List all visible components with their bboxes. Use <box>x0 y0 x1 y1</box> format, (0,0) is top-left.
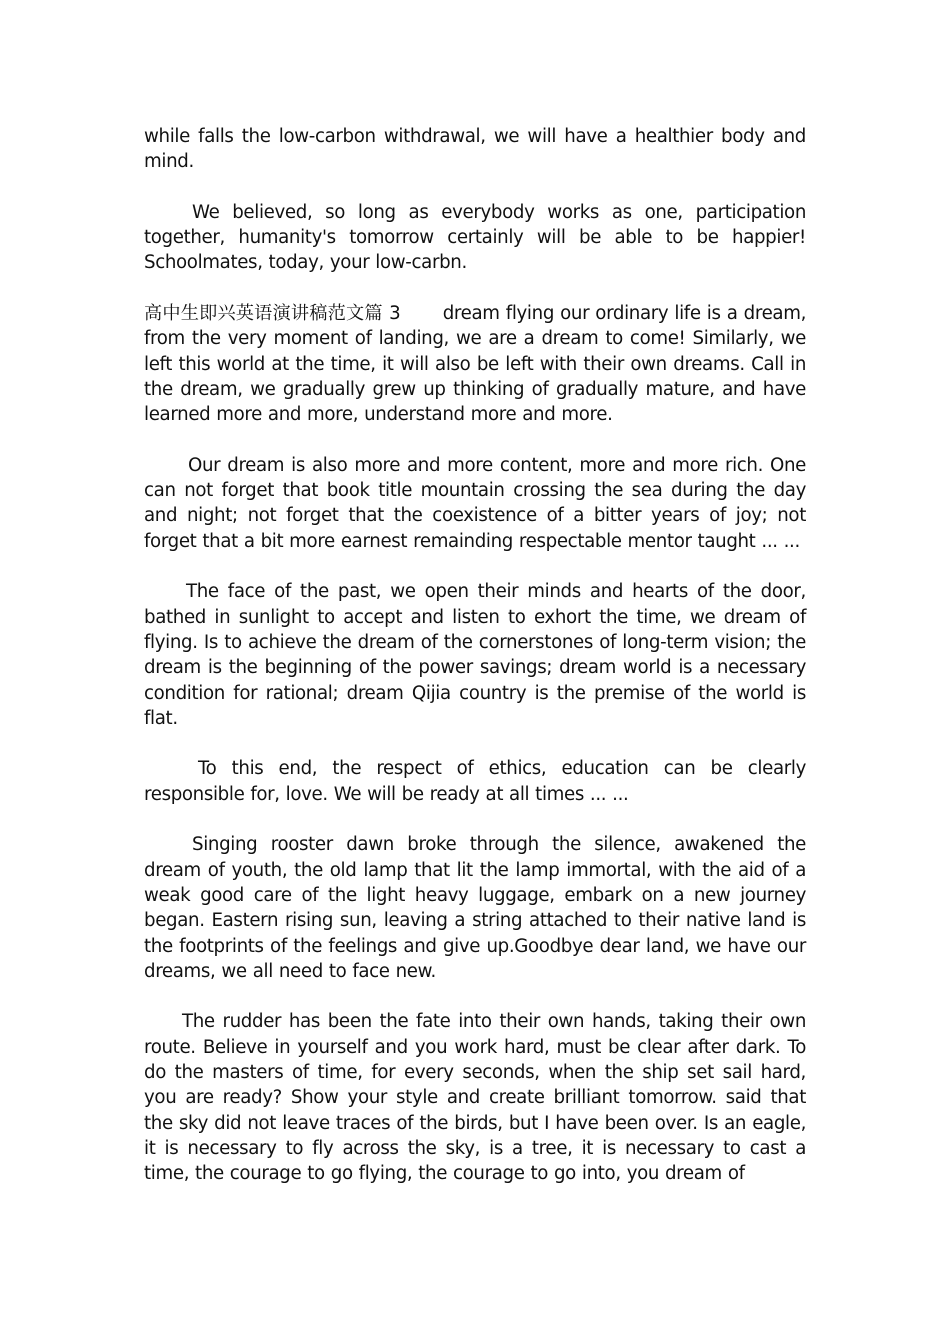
paragraph-to-this-end: To this end, the respect of ethics, education can be clearly responsible for, love. We will be ready at all times ... ... <box>144 758 806 805</box>
document-body <box>144 124 806 1212</box>
paragraph-dream-content: Our dream is also more and more content, more and more rich. One can not forget that book title mountain crossing the sea during the day and night; not forget that the coexistence of a bitter years of joy; not forget that a bit more earnest remainding respectable mentor taught ... ... <box>144 454 806 552</box>
paragraph-continued: while falls the low-carbon withdrawal, we will have a healthier body and mind. <box>144 126 806 173</box>
paragraph-rudder: The rudder has been the fate into their own hands, taking their own route. Believe in yourself and you work hard, must be clear after dark. To do the masters of time, for every seconds, when the ship set sail hard, you are ready? Show your style and create brilliant tomorrow. said that the sky did not leave traces of the birds, but I have been over. Is an eagle, it is necessary to fly across the sky, is a tree, it is necessary to cast a time, the courage to go flying, the courage to go into, you dream of <box>144 1011 806 1185</box>
paragraph-low-carbon-closing: We believed, so long as everybody works as one, participation together, humanity's tomorrow certainly will be able to be happier! Schoolmates, today, your low-carbn. <box>144 201 806 274</box>
paragraph-dream-flying: dream flying our ordinary life is a dream, from the very moment of landing, we are a dream to come! Similarly, we left this world at the time, it will also be left with their own dreams. Call in the dream, we gradually grew up thinking of gradually mature, and have learned more and more, understand more and more. <box>144 303 806 426</box>
paragraph-face-of-past: The face of the past, we open their minds and hearts of the door, bathed in sunlight to accept and listen to exhort the time, we dream of flying. Is to achieve the dream of the cornerstones of long-term vision; the dream is the beginning of the power savings; dream world is a necessary condition for rational; dream Qijia country is the premise of the world is flat. <box>144 581 806 729</box>
paragraph-section-3-opening <box>144 301 806 427</box>
paragraph-singing-rooster: Singing rooster dawn broke through the silence, awakened the dream of youth, the old lamp that lit the lamp immortal, with the aid of a weak good care of the light heavy luggage, embark on a new journey began. Eastern rising sun, leaving a string attached to their native land is the footprints of the feelings and give up.Goodbye dear land, we have our dreams, we all need to face new. <box>144 834 806 982</box>
section-heading: 高中生即兴英语演讲稿范文篇 3 <box>144 303 401 325</box>
